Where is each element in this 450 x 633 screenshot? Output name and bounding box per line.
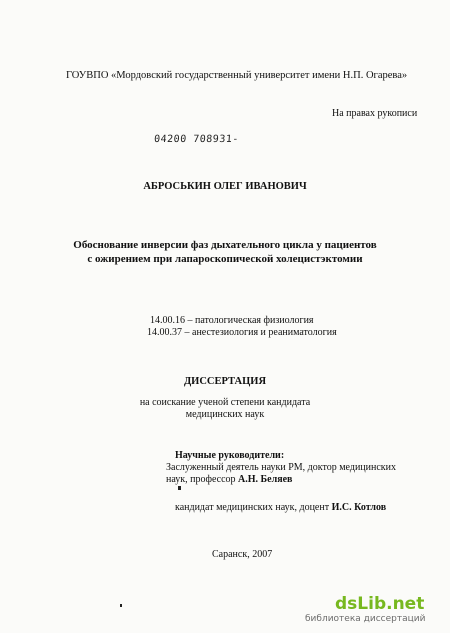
degree-line-2: медицинских наук (185, 409, 265, 420)
specialty-code-1: 14.00.16 – патологическая физиология (150, 315, 314, 326)
supervisor-1-credentials: Заслуженный деятель науки РМ, доктор медицинских (166, 462, 396, 473)
city-year: Саранск, 2007 (212, 549, 273, 560)
author-name: АБРОСЬКИН ОЛЕГ ИВАНОВИЧ (143, 181, 307, 192)
rights-note: На правах рукописи (332, 108, 418, 119)
supervisor-1-rank: наук, профессор (166, 474, 239, 485)
supervisors-heading: Научные руководители: (175, 450, 285, 461)
registration-code-stamp: 04200 708931- (153, 134, 240, 145)
organization-name: ГОУВПО «Мордовский государственный университет имени Н.П. Огарева» (66, 70, 408, 81)
specialty-code-2: 14.00.37 – анестезиология и реаниматология (147, 327, 337, 338)
supervisor-1-title (166, 474, 292, 486)
document-type: ДИССЕРТАЦИЯ (183, 376, 267, 387)
scan-speck (178, 486, 181, 490)
dslib-watermark (305, 594, 445, 628)
degree-line-1: на соискание ученой степени кандидата (139, 397, 311, 408)
watermark-subtitle: библиотека диссертаций (305, 614, 426, 624)
thesis-title-line-1: Обоснование инверсии фаз дыхательного цикла у пациентов (73, 239, 377, 251)
supervisor-2-rank: кандидат медицинских наук, доцент (175, 502, 332, 513)
scan-speck (120, 604, 122, 607)
supervisor-1-name: А.Н. Беляев (238, 474, 293, 485)
supervisor-2 (175, 502, 386, 514)
watermark-logo: dsLib.net (335, 594, 425, 614)
thesis-title-line-2: с ожирением при лапароскопической холецистэктомии (87, 253, 363, 265)
supervisor-2-name: И.С. Котлов (331, 502, 387, 513)
